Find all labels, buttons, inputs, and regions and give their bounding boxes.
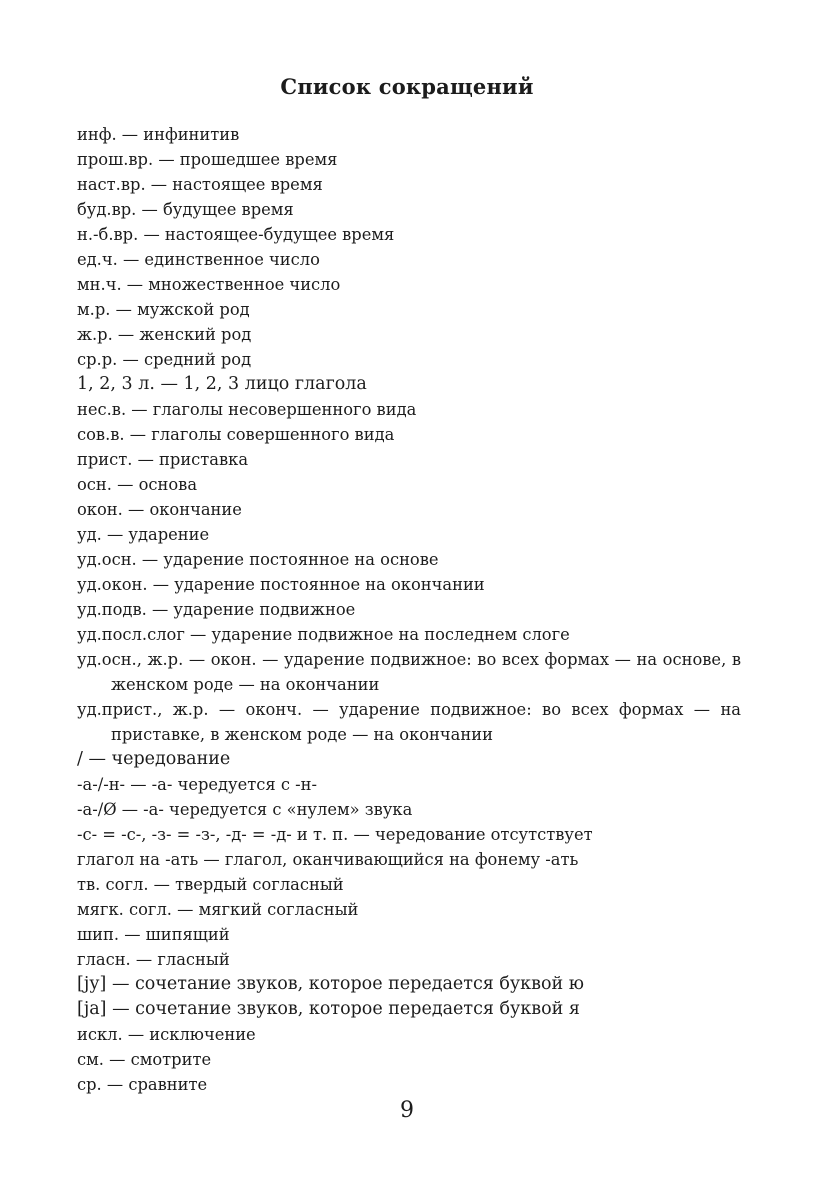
abbreviation-entry: ср.р. — средний род: [77, 350, 252, 369]
abbreviation-entry: прош.вр. — прошедшее время: [77, 150, 338, 169]
page-title: Список сокращений: [280, 74, 534, 99]
abbreviation-list: [77, 122, 741, 1097]
abbreviation-entry: ед.ч. — единственное число: [77, 250, 320, 269]
abbreviation-entry: ср. — сравните: [77, 1075, 208, 1094]
abbreviation-entry: уд.осн. — ударение постоянное на основе: [77, 550, 439, 569]
abbreviation-entry: буд.вр. — будущее время: [77, 200, 294, 219]
abbreviation-entry: искл. — исключение: [77, 1025, 256, 1044]
abbreviation-entry: 1, 2, 3 л. — 1, 2, 3 лицо глагола: [77, 374, 367, 394]
abbreviation-entry: -а-/-н- — -а- чередуется с -н-: [77, 775, 317, 794]
abbreviation-entry: шип. — шипящий: [77, 925, 230, 944]
abbreviation-entry: глагол на -ать — глагол, оканчивающийся на фонему -ать: [77, 850, 579, 869]
abbreviation-entry: мн.ч. — множественное число: [77, 275, 341, 294]
abbreviation-entry: -а-/Ø — -а- чередуется с «нулем» звука: [77, 800, 413, 819]
abbreviation-entry: прист. — приставка: [77, 450, 249, 469]
abbreviation-entry: сов.в. — глаголы совершенного вида: [77, 425, 395, 444]
abbreviation-entry: уд.подв. — ударение подвижное: [77, 600, 356, 619]
abbreviation-entry: [jа] — сочетание звуков, которое передается буквой я: [77, 999, 580, 1019]
abbreviation-entry: -с- = -с-, -з- = -з-, -д- = -д- и т. п. — чередование отсутствует: [77, 825, 593, 844]
abbreviation-entry: ж.р. — женский род: [77, 325, 252, 344]
abbreviation-entry: [jу] — сочетание звуков, которое передается буквой ю: [77, 974, 584, 994]
page-number: 9: [400, 1098, 414, 1123]
abbreviation-entry: уд.осн., ж.р. — окон. — ударение подвижное: во всех формах — на основе, в женском роде — на окончании: [77, 650, 741, 694]
abbreviation-entry: см. — смотрите: [77, 1050, 212, 1069]
abbreviation-entry: уд. — ударение: [77, 525, 210, 544]
abbreviation-entry: инф. — инфинитив: [77, 125, 240, 144]
abbreviation-entry: тв. согл. — твердый согласный: [77, 875, 344, 894]
abbreviation-entry: осн. — основа: [77, 475, 198, 494]
abbreviation-entry: н.-б.вр. — настоящее-будущее время: [77, 225, 395, 244]
abbreviation-entry: м.р. — мужской род: [77, 300, 250, 319]
abbreviation-entry: наст.вр. — настоящее время: [77, 175, 323, 194]
abbreviation-entry: нес.в. — глаголы несовершенного вида: [77, 400, 417, 419]
abbreviation-entry: уд.прист., ж.р. — оконч. — ударение подвижное: во всех формах — на приставке, в женском роде — на окончании: [77, 700, 741, 744]
abbreviation-entry: / — чередование: [77, 749, 231, 769]
abbreviation-entry: окон. — окончание: [77, 500, 242, 519]
abbreviation-entry: уд.посл.слог — ударение подвижное на последнем слоге: [77, 625, 570, 644]
abbreviation-entry: уд.окон. — ударение постоянное на окончании: [77, 575, 485, 594]
abbreviation-entry: мягк. согл. — мягкий согласный: [77, 900, 359, 919]
abbreviation-entry: гласн. — гласный: [77, 950, 230, 969]
